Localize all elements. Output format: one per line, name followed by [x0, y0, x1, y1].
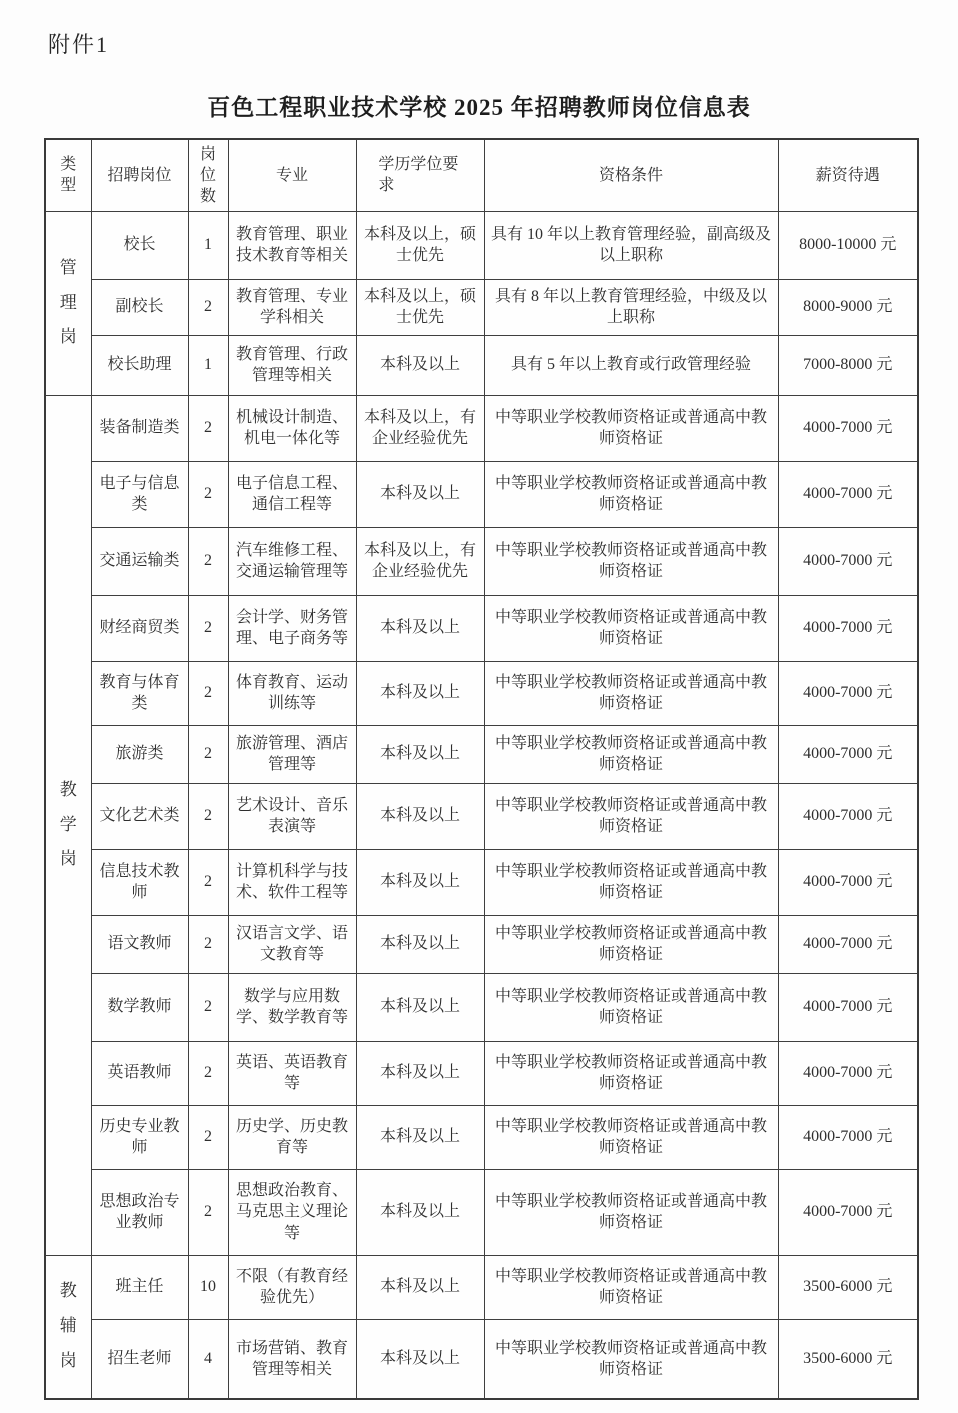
position-cell: 招生老师 [91, 1319, 188, 1399]
count-cell: 2 [188, 915, 228, 973]
salary-cell: 4000-7000 元 [778, 973, 918, 1041]
major-cell: 汽车维修工程、交通运输管理等 [228, 527, 356, 595]
major-cell: 思想政治教育、马克思主义理论等 [228, 1169, 356, 1255]
table-row-admissions-teacher [45, 1319, 918, 1399]
col-header-position-label: 招聘岗位 [107, 166, 172, 184]
table-row-principal-assistant [45, 335, 918, 395]
position-cell: 信息技术教师 [91, 849, 188, 915]
salary-cell: 4000-7000 元 [778, 527, 918, 595]
qualification-cell: 中等职业学校教师资格证或普通高中教师资格证 [484, 783, 778, 849]
count-cell: 2 [188, 279, 228, 335]
col-header-qualification [484, 139, 778, 211]
salary-cell: 8000-9000 元 [778, 279, 918, 335]
salary-cell: 8000-10000 元 [778, 211, 918, 279]
qualification-cell: 具有 8 年以上教育管理经验，中级及以上职称 [484, 279, 778, 335]
count-cell: 2 [188, 725, 228, 783]
col-header-salary-label: 薪资待遇 [815, 166, 880, 184]
qualification-cell: 中等职业学校教师资格证或普通高中教师资格证 [484, 1255, 778, 1319]
col-header-type [45, 139, 91, 211]
major-cell: 不限（有教育经验优先） [228, 1255, 356, 1319]
major-cell: 英语、英语教育等 [228, 1041, 356, 1105]
major-cell: 旅游管理、酒店管理等 [228, 725, 356, 783]
table-row-equipment-manufacturing [45, 395, 918, 461]
table-row-information-technology [45, 849, 918, 915]
education-cell: 本科及以上 [356, 915, 484, 973]
attachment-label: 附件1 [48, 32, 110, 57]
table-row-math-teacher [45, 973, 918, 1041]
education-cell: 本科及以上 [356, 1105, 484, 1169]
education-cell: 本科及以上，有企业经验优先 [356, 527, 484, 595]
group-label-teaching [45, 395, 91, 1255]
position-cell: 思想政治专业教师 [91, 1169, 188, 1255]
page-title: 百色工程职业技术学校 2025 年招聘教师岗位信息表 [207, 95, 751, 120]
education-cell: 本科及以上 [356, 1255, 484, 1319]
count-cell: 10 [188, 1255, 228, 1319]
col-header-major [228, 139, 356, 211]
position-cell: 财经商贸类 [91, 595, 188, 661]
qualification-cell: 中等职业学校教师资格证或普通高中教师资格证 [484, 527, 778, 595]
group-label-support-text: 教辅岗 [59, 1281, 77, 1371]
table-row-principal [45, 211, 918, 279]
count-cell: 2 [188, 595, 228, 661]
col-header-count-label: 岗位数 [199, 145, 216, 205]
table-header-row [45, 139, 918, 211]
salary-cell: 4000-7000 元 [778, 1169, 918, 1255]
job-info-table [44, 138, 919, 1400]
qualification-cell: 具有 5 年以上教育或行政管理经验 [484, 335, 778, 395]
position-cell: 校长 [91, 211, 188, 279]
count-cell: 2 [188, 1169, 228, 1255]
salary-cell: 4000-7000 元 [778, 1105, 918, 1169]
education-cell: 本科及以上，硕士优先 [356, 211, 484, 279]
position-cell: 校长助理 [91, 335, 188, 395]
qualification-cell: 中等职业学校教师资格证或普通高中教师资格证 [484, 595, 778, 661]
position-cell: 交通运输类 [91, 527, 188, 595]
col-header-type-label: 类型 [60, 156, 77, 195]
position-cell: 数学教师 [91, 973, 188, 1041]
major-cell: 机械设计制造、机电一体化等 [228, 395, 356, 461]
qualification-cell: 中等职业学校教师资格证或普通高中教师资格证 [484, 915, 778, 973]
major-cell: 会计学、财务管理、电子商务等 [228, 595, 356, 661]
salary-cell: 4000-7000 元 [778, 915, 918, 973]
major-cell: 教育管理、行政管理等相关 [228, 335, 356, 395]
position-cell: 装备制造类 [91, 395, 188, 461]
count-cell: 2 [188, 461, 228, 527]
major-cell: 计算机科学与技术、软件工程等 [228, 849, 356, 915]
salary-cell: 4000-7000 元 [778, 783, 918, 849]
major-cell: 教育管理、专业学科相关 [228, 279, 356, 335]
education-cell: 本科及以上 [356, 661, 484, 725]
table-row-vice-principal [45, 279, 918, 335]
salary-cell: 3500-6000 元 [778, 1319, 918, 1399]
major-cell: 艺术设计、音乐表演等 [228, 783, 356, 849]
education-cell: 本科及以上 [356, 973, 484, 1041]
qualification-cell: 中等职业学校教师资格证或普通高中教师资格证 [484, 849, 778, 915]
count-cell: 4 [188, 1319, 228, 1399]
col-header-education [356, 139, 484, 211]
table-row-political-teacher [45, 1169, 918, 1255]
count-cell: 2 [188, 395, 228, 461]
col-header-salary [778, 139, 918, 211]
table-row-culture-art [45, 783, 918, 849]
education-cell: 本科及以上 [356, 335, 484, 395]
qualification-cell: 中等职业学校教师资格证或普通高中教师资格证 [484, 661, 778, 725]
col-header-position [91, 139, 188, 211]
table-row-tourism [45, 725, 918, 783]
table-row-electronics-information [45, 461, 918, 527]
education-cell: 本科及以上 [356, 725, 484, 783]
count-cell: 2 [188, 1105, 228, 1169]
qualification-cell: 中等职业学校教师资格证或普通高中教师资格证 [484, 725, 778, 783]
qualification-cell: 中等职业学校教师资格证或普通高中教师资格证 [484, 1319, 778, 1399]
table-row-english-teacher [45, 1041, 918, 1105]
education-cell: 本科及以上 [356, 1169, 484, 1255]
qualification-cell: 中等职业学校教师资格证或普通高中教师资格证 [484, 461, 778, 527]
position-cell: 文化艺术类 [91, 783, 188, 849]
group-label-management-text: 管理岗 [59, 257, 77, 347]
position-cell: 历史专业教师 [91, 1105, 188, 1169]
education-cell: 本科及以上 [356, 1319, 484, 1399]
position-cell: 旅游类 [91, 725, 188, 783]
qualification-cell: 具有 10 年以上教育管理经验，副高级及以上职称 [484, 211, 778, 279]
count-cell: 2 [188, 1041, 228, 1105]
education-cell: 本科及以上，有企业经验优先 [356, 395, 484, 461]
major-cell: 电子信息工程、通信工程等 [228, 461, 356, 527]
table-row-chinese-teacher [45, 915, 918, 973]
table-row-head-teacher [45, 1255, 918, 1319]
salary-cell: 4000-7000 元 [778, 849, 918, 915]
education-cell: 本科及以上 [356, 783, 484, 849]
position-cell: 语文教师 [91, 915, 188, 973]
major-cell: 教育管理、职业技术教育等相关 [228, 211, 356, 279]
count-cell: 2 [188, 527, 228, 595]
salary-cell: 4000-7000 元 [778, 461, 918, 527]
salary-cell: 4000-7000 元 [778, 395, 918, 461]
position-cell: 教育与体育类 [91, 661, 188, 725]
education-cell: 本科及以上 [356, 461, 484, 527]
salary-cell: 3500-6000 元 [778, 1255, 918, 1319]
count-cell: 1 [188, 335, 228, 395]
count-cell: 2 [188, 973, 228, 1041]
table-row-education-sports [45, 661, 918, 725]
col-header-qualification-label: 资格条件 [598, 166, 663, 184]
table-row-history-teacher [45, 1105, 918, 1169]
count-cell: 2 [188, 849, 228, 915]
qualification-cell: 中等职业学校教师资格证或普通高中教师资格证 [484, 973, 778, 1041]
table-row-transportation [45, 527, 918, 595]
position-cell: 电子与信息类 [91, 461, 188, 527]
major-cell: 体育教育、运动训练等 [228, 661, 356, 725]
col-header-count [188, 139, 228, 211]
position-cell: 英语教师 [91, 1041, 188, 1105]
qualification-cell: 中等职业学校教师资格证或普通高中教师资格证 [484, 1169, 778, 1255]
table-row-finance-commerce [45, 595, 918, 661]
major-cell: 数学与应用数学、数学教育等 [228, 973, 356, 1041]
salary-cell: 4000-7000 元 [778, 595, 918, 661]
salary-cell: 4000-7000 元 [778, 725, 918, 783]
qualification-cell: 中等职业学校教师资格证或普通高中教师资格证 [484, 1041, 778, 1105]
qualification-cell: 中等职业学校教师资格证或普通高中教师资格证 [484, 1105, 778, 1169]
col-header-major-label: 专业 [275, 166, 308, 184]
major-cell: 汉语言文学、语文教育等 [228, 915, 356, 973]
group-label-teaching-text: 教学岗 [59, 779, 77, 869]
count-cell: 1 [188, 211, 228, 279]
count-cell: 2 [188, 661, 228, 725]
salary-cell: 4000-7000 元 [778, 661, 918, 725]
col-header-education-label: 学历学位要求 [378, 156, 459, 195]
position-cell: 班主任 [91, 1255, 188, 1319]
group-label-support [45, 1255, 91, 1399]
group-label-management [45, 211, 91, 395]
major-cell: 历史学、历史教育等 [228, 1105, 356, 1169]
position-cell: 副校长 [91, 279, 188, 335]
education-cell: 本科及以上 [356, 595, 484, 661]
salary-cell: 7000-8000 元 [778, 335, 918, 395]
salary-cell: 4000-7000 元 [778, 1041, 918, 1105]
count-cell: 2 [188, 783, 228, 849]
qualification-cell: 中等职业学校教师资格证或普通高中教师资格证 [484, 395, 778, 461]
education-cell: 本科及以上 [356, 1041, 484, 1105]
education-cell: 本科及以上，硕士优先 [356, 279, 484, 335]
major-cell: 市场营销、教育管理等相关 [228, 1319, 356, 1399]
education-cell: 本科及以上 [356, 849, 484, 915]
